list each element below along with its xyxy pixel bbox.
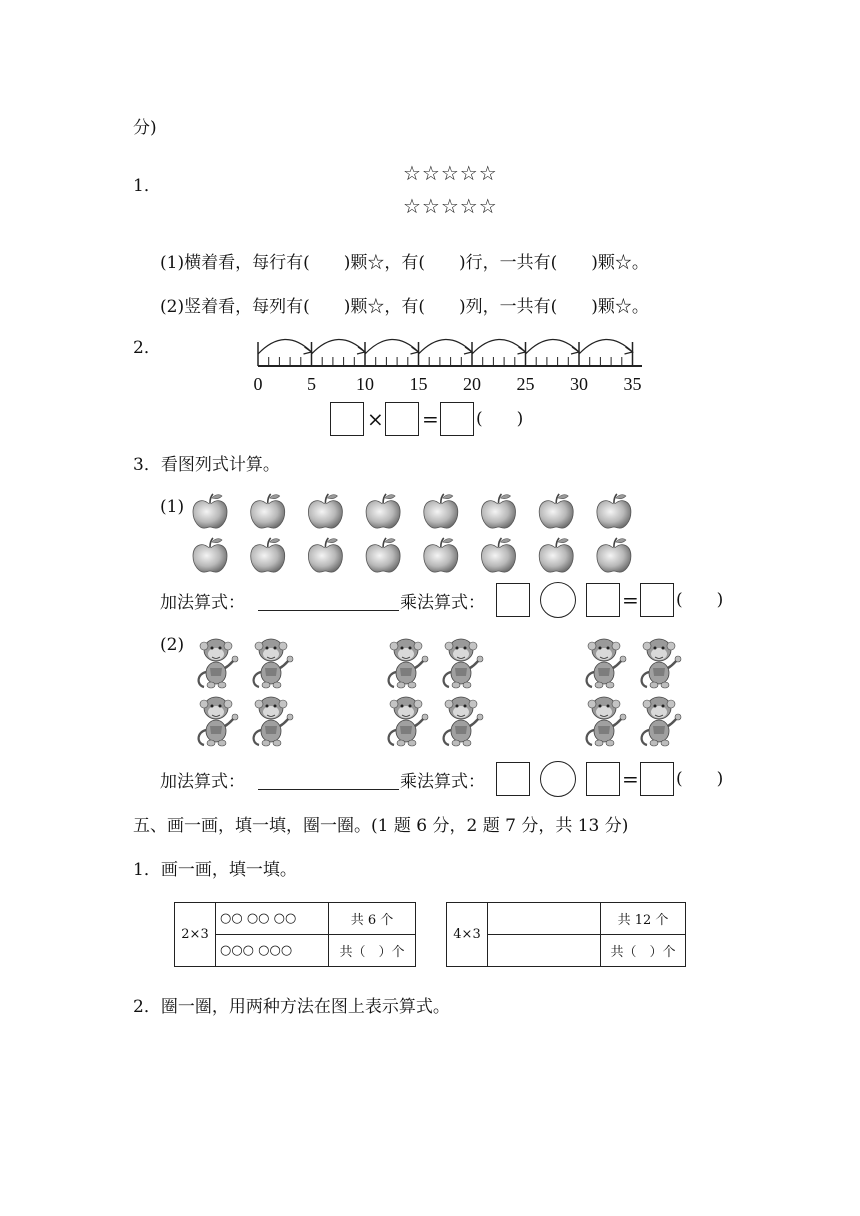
table1-row1-circles: ○○ ○○ ○○ (216, 903, 329, 935)
apple-icon (193, 538, 227, 572)
mult-product-box-1[interactable] (640, 583, 674, 617)
jump-arc (526, 339, 580, 354)
operator-circle-2[interactable] (540, 761, 576, 797)
apples (193, 494, 631, 572)
mult-factor-box-2b[interactable] (586, 762, 620, 796)
tick-label: 0 (253, 374, 263, 394)
table1-row2-total[interactable]: 共（ ）个 (329, 935, 416, 967)
monkey-icon (389, 697, 428, 746)
monkey-icon (642, 639, 681, 688)
tick-label: 35 (623, 374, 642, 394)
apple-grid (185, 490, 655, 575)
jump-arc (472, 339, 526, 354)
addition-answer-line-1[interactable] (258, 610, 399, 611)
apple-icon (539, 538, 573, 572)
table2-expression: 4×3 (447, 903, 488, 967)
unit-answer-blank[interactable]: ( ) (476, 409, 524, 429)
monkey-icon (254, 697, 293, 746)
addition-answer-line-2[interactable] (258, 789, 399, 790)
number-line-jumps (258, 339, 633, 354)
equals-sign: = (422, 407, 439, 431)
part-2-label: (2) (160, 635, 185, 655)
number-line-ticks (258, 342, 633, 366)
monkey-icon (389, 639, 428, 688)
mult-factor-box-1b[interactable] (586, 583, 620, 617)
multiplication-label-2: 乘法算式： (400, 772, 485, 792)
monkey-icon (444, 697, 483, 746)
unit-answer-blank-2[interactable]: ( ) (676, 769, 724, 789)
monkey-icon (254, 639, 293, 688)
question-1-number: 1． (133, 176, 161, 196)
monkey-icon (587, 639, 626, 688)
jump-arc (579, 339, 633, 354)
previous-page-fragment: 分) (133, 118, 157, 138)
star-row-2: ☆☆☆☆☆ (403, 194, 498, 218)
question-1-part-1: (1)横着看，每行有( )颗☆，有( )行，一共有( )颗☆。 (160, 253, 649, 273)
number-line (240, 328, 660, 398)
equals-sign-2: = (622, 767, 639, 791)
jump-arc (312, 339, 366, 354)
table1-expression: 2×3 (175, 903, 216, 967)
monkey-icon (587, 697, 626, 746)
monkey-groups (190, 628, 700, 750)
table1-row2-circles: ○○○ ○○○ (216, 935, 329, 967)
apple-icon (597, 538, 631, 572)
monkey-icon (199, 639, 238, 688)
tick-label: 20 (463, 374, 481, 394)
addition-label-1: 加法算式： (160, 593, 245, 613)
mult-factor-box-2a[interactable] (496, 762, 530, 796)
monkey-icon (642, 697, 681, 746)
question-1-part-2: (2)竖着看，每列有( )颗☆，有( )列，一共有( )颗☆。 (160, 297, 649, 317)
table2-row2-drawing-area[interactable] (488, 935, 601, 967)
factor-box-2[interactable] (385, 402, 419, 436)
operator-circle-1[interactable] (540, 582, 576, 618)
apple-icon (308, 494, 342, 528)
part-1-label: (1) (160, 497, 185, 517)
mult-product-box-2[interactable] (640, 762, 674, 796)
tick-label: 30 (570, 374, 588, 394)
jump-arc (258, 339, 312, 354)
table2-row2-total[interactable]: 共（ ）个 (601, 935, 686, 967)
section-5-question-1-title: 1．画一画，填一填。 (133, 860, 297, 880)
mult-factor-box-1a[interactable] (496, 583, 530, 617)
apple-icon (482, 494, 516, 528)
jump-arc (419, 339, 473, 354)
unit-answer-blank-1[interactable]: ( ) (676, 590, 724, 610)
jump-arc (365, 339, 419, 354)
apple-icon (597, 494, 631, 528)
monkey-icon (199, 697, 238, 746)
factor-box-1[interactable] (330, 402, 364, 436)
apple-icon (251, 538, 285, 572)
tick-label: 15 (409, 374, 428, 394)
apple-icon (251, 494, 285, 528)
times-sign: × (367, 407, 384, 431)
apple-icon (193, 494, 227, 528)
apple-icon (366, 494, 400, 528)
table2-row1-total: 共 12 个 (601, 903, 686, 935)
question-2-number: 2． (133, 338, 161, 358)
tick-label: 10 (356, 374, 374, 394)
equals-sign-1: = (622, 588, 639, 612)
addition-label-2: 加法算式： (160, 772, 245, 792)
apple-icon (424, 494, 458, 528)
monkey-icon (444, 639, 483, 688)
tick-label: 5 (307, 374, 316, 394)
apple-icon (424, 538, 458, 572)
number-line-labels (254, 374, 642, 394)
section-5-question-2-title: 2．圈一圈，用两种方法在图上表示算式。 (133, 997, 450, 1017)
draw-fill-table-2x3 (174, 902, 416, 967)
table2-row1-drawing-area[interactable] (488, 903, 601, 935)
monkeys (199, 639, 681, 746)
question-3-title: 3．看图列式计算。 (133, 455, 280, 475)
product-box[interactable] (440, 402, 474, 436)
section-5-heading: 五、画一画，填一填，圈一圈。(1 题 6 分，2 题 7 分，共 13 分) (133, 816, 629, 836)
star-row-1: ☆☆☆☆☆ (403, 161, 498, 185)
apple-icon (308, 538, 342, 572)
apple-icon (482, 538, 516, 572)
tick-label: 25 (516, 374, 535, 394)
apple-icon (366, 538, 400, 572)
table1-row1-total: 共 6 个 (329, 903, 416, 935)
apple-icon (539, 494, 573, 528)
multiplication-label-1: 乘法算式： (400, 593, 485, 613)
draw-fill-table-4x3 (446, 902, 686, 967)
